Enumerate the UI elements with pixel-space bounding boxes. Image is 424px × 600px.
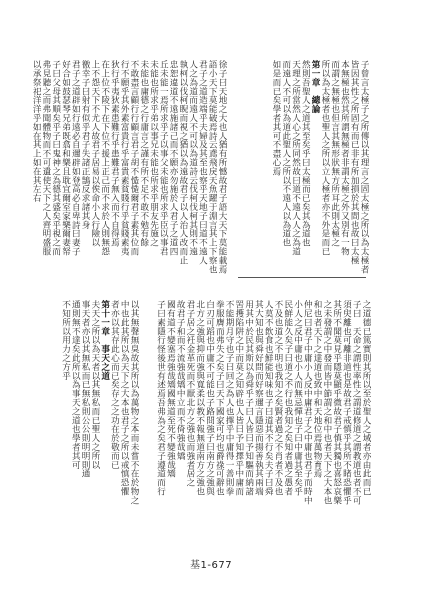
text-column: 未能也庸德之行庸言之謹有所不足不敢不勉有餘	[138, 60, 149, 247]
text-column: 好合如鼓瑟琴兄弟既翕和樂且耽宜爾室家樂爾妻帑	[60, 60, 71, 256]
text-column: 人莫不飲食也鮮能知味也子曰道其不行矣夫子曰舜	[263, 300, 274, 496]
text-column: 忠恕違道不遠施諸己而不願亦勿施於人君子之道四	[168, 60, 179, 256]
text-column: 和也者天下之達道也致中和天地位焉萬物育焉	[312, 300, 323, 478]
text-column: 用其中於民其斯以為舜乎子曰人皆曰予知驅而納諸	[243, 300, 254, 496]
text-column: 須臾離也可離非道也是故君子戒慎乎其所不睹恐懼乎	[341, 300, 352, 505]
chapter-heading: 第十一章 事天之道	[99, 300, 110, 381]
text-column: 天理之所當然人心之所同然故曰道不遠人人之為道	[290, 60, 301, 256]
text-column: 罟擭陷阱之中而莫之知辟也人皆曰予知擇乎中庸而	[233, 300, 244, 496]
chapter-heading: 第一章 總論	[310, 60, 321, 114]
text-column: 不知所以用力之方乎	[60, 300, 71, 381]
text-column: 子曰素隱行怪後世有述焉吾弗為之矣君子遵道而行	[155, 300, 166, 496]
text-column: 不敢盡言顧行行顧言君子胡不慥慥爾君子素其位而	[128, 60, 139, 256]
text-column: 事天者亦以其無私而已無私則公公則明明則通	[80, 300, 91, 478]
text-column: 以承祭祀洋洋乎如在其上如在其左右	[31, 60, 42, 203]
text-column: 仲尼曰君子中庸小人反中庸君子之中庸也君子而時中	[302, 300, 313, 505]
text-column: 徐子曰天地之大也人猶有所憾故君子語大天下莫能載焉	[217, 60, 227, 274]
text-column: 北方之強與抑而強與寬柔以教不報無道南方之強也	[194, 300, 205, 496]
text-column: 如是而已矣學者其可不盡心焉	[270, 60, 281, 176]
text-column: 執柯以伐柯睨而視之猶以為遠故君子以人治人改而止	[177, 60, 188, 265]
text-block-bottom-left	[54, 300, 138, 535]
text-column: 上不怨天下不尤人故君子居易以俟命小人行險以	[89, 60, 100, 247]
text-column: 所以為太極者也聖人之所以立人極者亦不外是而已	[319, 60, 330, 256]
text-block-top-left	[31, 60, 227, 278]
text-column: 通則無不達矣此所以為事天之道也學者其可	[70, 300, 81, 470]
text-column: 者亦以其存此心而已矣存之之功在於敬而已	[109, 300, 120, 470]
text-column: 狄行乎夷狄素患難行乎患難君子無入而不自得焉	[109, 60, 120, 247]
text-column: 皆因其性之所固有而已非有所加損於其間也故曰太極	[349, 60, 360, 265]
text-column: 民鮮能久矣子曰道之不行也我知之矣知者過之愚者	[282, 300, 293, 496]
text-column: 語小天下莫能破焉詩云鳶飛戾天魚躍于淵言其上下察也	[207, 60, 218, 274]
text-block-top-right	[233, 60, 368, 278]
text-column: 中也此其所以為天下之大本也君子之所以戒慎恐懼	[119, 300, 130, 496]
text-column: 子曰父母其順矣乎子曰鬼神之為德其盛矣乎視之而	[50, 60, 61, 256]
text-column: 本無極也然其所謂無極者非謂太極之外又別有一物	[339, 60, 350, 256]
text-column: 徼幸子曰射有似乎君子失諸正鵠反求諸其身	[80, 60, 91, 230]
text-column: 而遠人不可以為道此聖人之所以不遠人以為道也	[280, 60, 291, 247]
text-column: 子曰 天命之謂性率性之謂道修道之謂教道也者不可	[351, 300, 362, 505]
text-column: 君子之道辟如行遠必自邇辟如登高必自卑詩曰妻子	[70, 60, 81, 256]
text-column: 之道德已篤實則其所以至於聖人之域者亦由此而已	[361, 300, 371, 496]
page-number: 基1-677	[190, 560, 233, 571]
text-column: 夫天之所以為天者以其無私而已聖人之所以	[89, 300, 100, 470]
text-column: 君子之道造端乎夫婦及其至也察乎天地子曰道不遠人	[197, 60, 208, 265]
text-column: 小人之反中庸也小人而無忌憚也子曰中庸其至矣乎	[292, 300, 303, 496]
text-column: 之未發謂之中發而皆中節謂之和中也者天下之大本也	[321, 300, 332, 505]
text-column: 丘未能一焉所求乎子以事父未能也所求乎臣以事君	[158, 60, 169, 256]
text-column: 不及也道之不明也我知之矣賢者過之不肖者不及也	[272, 300, 283, 496]
text-column: 拳服膺而弗失之矣子曰天下國家可均也爵祿可辭也	[214, 300, 225, 496]
text-column: 其所不聞莫見乎隱莫顯乎微故君子慎其獨也喜怒哀樂	[331, 300, 342, 505]
section-divider	[238, 277, 366, 278]
text-column: 在上位不陵下在下位不援上正己而不求於人則無怨	[99, 60, 110, 256]
text-column: 而謂之無極也但言其無形狀無方所耳此則太極之	[329, 60, 340, 247]
text-column: 不能期月守也子曰回之為人也擇乎中庸得一善則拳	[224, 300, 235, 496]
text-block-bottom-right	[146, 300, 370, 535]
text-column: 人之為道而遠人不可以為道詩云伐柯伐柯其則不遠	[187, 60, 198, 256]
text-column: 未能也所求乎弟以事兄未能也所求乎朋友先施之	[148, 60, 159, 247]
text-column: 故君子和而不流強哉矯中立而不倚強哉矯	[175, 300, 186, 461]
text-column: 君子居之衽金革死而不厭北方之強也而強者居之	[184, 300, 195, 487]
text-column: 以其無聲無臭故其所以為萬物之本而未嘗不在於物之	[129, 300, 139, 505]
text-column: 然則吾聖人之道其至矣乎曰太極而已矣其為道也	[300, 60, 311, 247]
text-column: 子曾言太極子之所傳以其理言之固太極之所以為太極者	[359, 60, 369, 274]
text-column: 其大知也與舜好問而好察邇言隱惡而揚善執其兩端	[253, 300, 264, 496]
text-column: 行不願乎其外素富貴行乎富貴素貧賤行乎貧賤素夷	[119, 60, 130, 256]
text-column: 國有道不變塞焉強哉矯國無道至死不變強哉矯	[165, 300, 176, 478]
text-column: 弗見聽之而弗聞體物而不可遺使天下之人齊明盛服	[40, 60, 51, 256]
text-column: 白刃可蹈也中庸不可能也子路問強子曰南方之強與	[204, 300, 215, 496]
